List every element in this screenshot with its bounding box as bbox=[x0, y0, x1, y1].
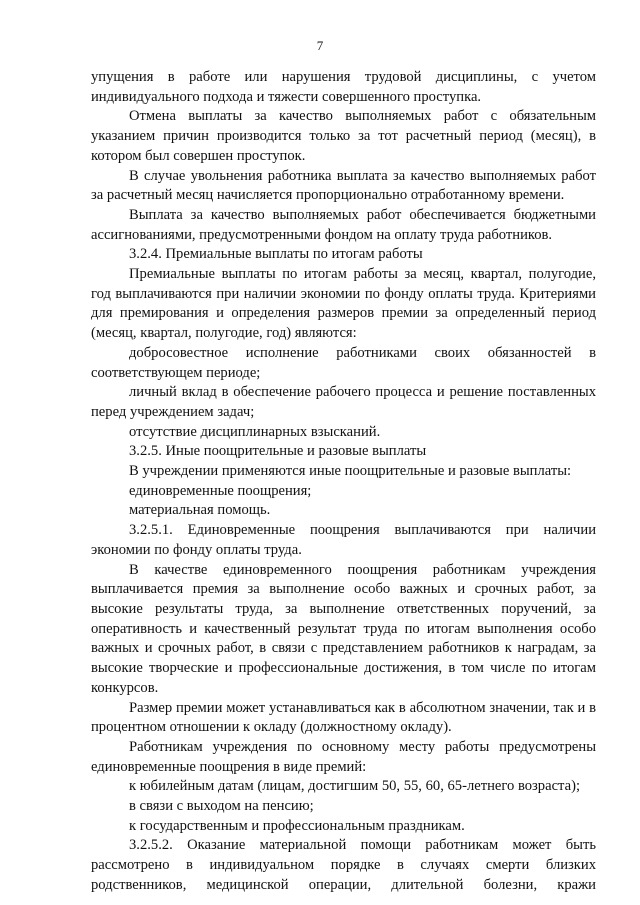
paragraph-continuation: упущения в работе или нарушения трудовой дисциплины, с учетом индивидуального подхода и тяжести совершенного проступка. bbox=[91, 69, 596, 105]
list-item: материальная помощь. bbox=[129, 502, 271, 519]
list-item: личный вклад в обеспечение рабочего процесса и решение поставленных перед учреждением задач; bbox=[91, 384, 596, 420]
section-heading-3-2-4: 3.2.4. Премиальные выплаты по итогам работы bbox=[129, 246, 423, 263]
list-item: единовременные поощрения; bbox=[129, 482, 312, 499]
list-item: к государственным и профессиональным праздникам. bbox=[129, 817, 465, 834]
list-item: отсутствие дисциплинарных взысканий. bbox=[129, 423, 381, 440]
paragraph: Выплата за качество выполняемых работ обеспечивается бюджетными ассигнованиями, предусмотренными фондом на оплату труда работников. bbox=[91, 206, 596, 243]
list-item: к юбилейным датам (лицам, достигшим 50, 55, 60, 65-летнего возраста); bbox=[129, 778, 580, 795]
paragraph: В качестве единовременного поощрения работникам учреждения выплачивается премия за выполнение особо важных и срочных работ, за высокие результаты труда, за выполнение ответственных поручений, за оперативность и качественный результат труда по итогам выполнения особо важных и срочных работ, в связи с представлением работников к наградам, за высокие творческие и профессиональные достижения, в том числе по итогам конкурсов. bbox=[91, 561, 596, 696]
section-3-2-5-2: 3.2.5.2. Оказание материальной помощи работникам может быть рассмотрено в индивидуальном порядке в случаях смерти близких родственников, медицинской операции, длительной болезни, кражи bbox=[91, 837, 596, 893]
document-body bbox=[91, 68, 596, 896]
paragraph: В случае увольнения работника выплата за качество выполняемых работ за расчетный месяц начисляется пропорционально отработанному времени. bbox=[91, 167, 596, 204]
list-item: в связи с выходом на пенсию; bbox=[129, 798, 314, 815]
paragraph: Работникам учреждения по основному месту работы предусмотрены единовременные поощрения в виде премий: bbox=[91, 738, 596, 775]
paragraph: Отмена выплаты за качество выполняемых работ с обязательным указанием причин производится только за тот расчетный период (месяц), в котором был совершен проступок. bbox=[91, 108, 596, 164]
paragraph: Размер премии может устанавливаться как в абсолютном значении, так и в процентном отношении к окладу (должностному окладу). bbox=[91, 699, 596, 736]
section-3-2-5-1: 3.2.5.1. Единовременные поощрения выплачиваются при наличии экономии по фонду оплаты труда. bbox=[91, 522, 596, 558]
paragraph: В учреждении применяются иные поощрительные и разовые выплаты: bbox=[129, 463, 572, 480]
page-number: 7 bbox=[316, 38, 324, 53]
paragraph: Премиальные выплаты по итогам работы за месяц, квартал, полугодие, год выплачиваются при наличии экономии по фонду оплаты труда. Критериями для премирования и определения размеров премии за определенный период (месяц, квартал, полугодие, год) являются: bbox=[91, 266, 596, 342]
list-item: добросовестное исполнение работниками своих обязанностей в соответствующем периоде; bbox=[91, 344, 596, 381]
section-heading-3-2-5: 3.2.5. Иные поощрительные и разовые выплаты bbox=[129, 443, 427, 460]
